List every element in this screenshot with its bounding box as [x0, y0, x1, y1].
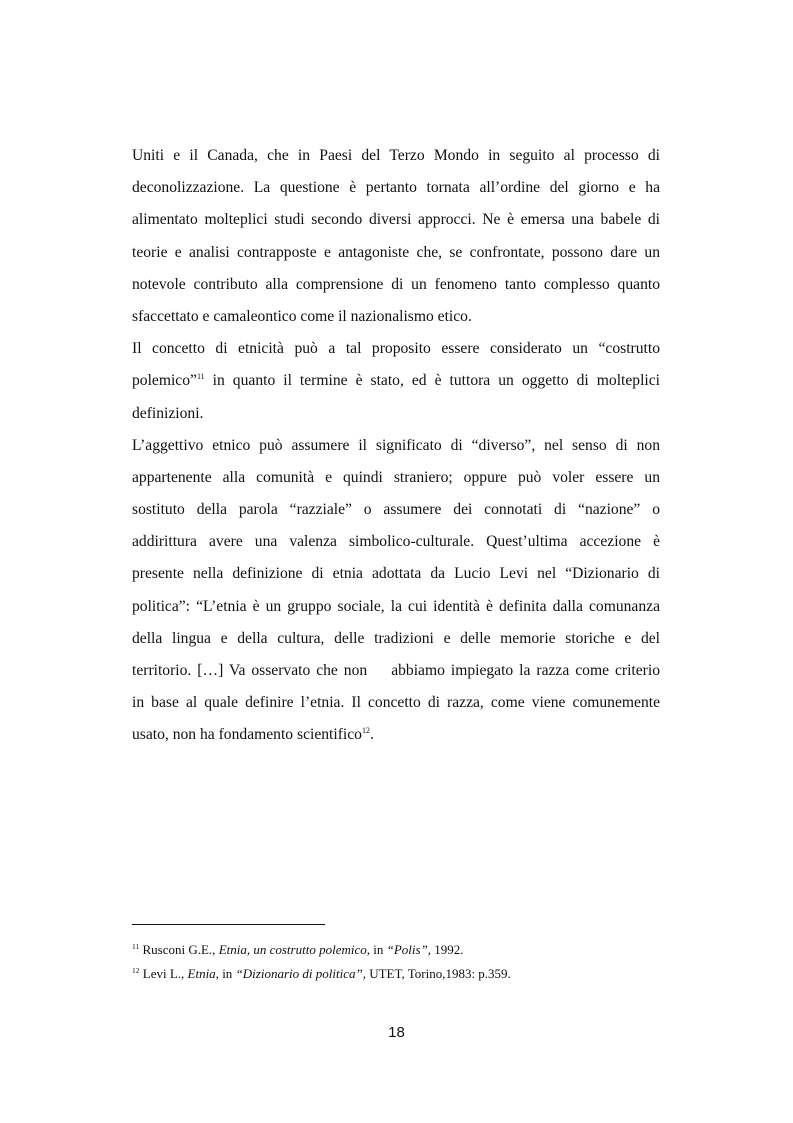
text-line: della lingua e della cultura, delle tradizioni e delle memorie storiche e del — [132, 629, 660, 647]
footnote-in: in — [369, 942, 387, 957]
text-line: notevole contributo alla comprensione di un fenomeno tanto complesso quanto — [132, 275, 660, 293]
footnote-number: 12 — [132, 966, 140, 975]
text-fragment: . — [369, 726, 374, 744]
footnote-ref-11: 11 — [196, 372, 205, 382]
footnotes — [132, 938, 692, 986]
text-line-with-footnote-ref — [132, 365, 660, 397]
footnote-title: Etnia, — [187, 966, 219, 981]
text-line: Uniti e il Canada, che in Paesi del Terzo Mondo in seguito al processo di — [132, 147, 660, 164]
text-line: definizioni. — [132, 404, 204, 422]
text-line: in base al quale definire l’etnia. Il concetto di razza, come viene comunemente — [132, 694, 660, 712]
text-line: Il concetto di etnicità può a tal proposito essere considerato un “costrutto — [132, 340, 660, 358]
footnote-ref-12: 12 — [361, 726, 370, 736]
text-line: addirittura avere una valenza simbolico-culturale. Quest’ultima accezione è — [132, 533, 660, 551]
text-fragment: polemico” — [132, 372, 197, 390]
text-line: presente nella definizione di etnia adottata da Lucio Levi nel “Dizionario di — [132, 565, 660, 583]
text-line-with-gap — [132, 655, 660, 687]
footnote-rest: , UTET, Torino,1983: p.359. — [362, 966, 511, 981]
text-line: deconolizzazione. La questione è pertanto tornata all’ordine del giorno e ha — [132, 179, 660, 197]
text-line: L’aggettivo etnico può assumere il significato di “diverso”, nel senso di non — [132, 436, 660, 454]
footnote-author: Rusconi G.E., — [142, 942, 219, 957]
text-line: teorie e analisi contrapposte e antagoniste che, se confrontate, possono dare un — [132, 243, 660, 261]
footnote-11 — [132, 938, 692, 962]
footnote-in: in — [218, 966, 236, 981]
footnote-rest: , 1992. — [427, 942, 464, 957]
footnote-title: Etnia, un costrutto polemico, — [218, 942, 370, 957]
text-line: appartenente alla comunità e quindi straniero; oppure può voler essere un — [132, 468, 660, 486]
text-fragment: territorio. […] Va osservato che non — [132, 662, 368, 679]
footnote-number: 11 — [132, 942, 140, 951]
text-line: politica”: “L’etnia è un gruppo sociale, la cui identità è definita dalla comunanza — [132, 597, 660, 615]
footnote-source: “Dizionario di politica” — [235, 966, 363, 981]
footnote-author: Levi L., — [142, 966, 188, 981]
text-fragment: abbiamo impiegato la razza come criterio — [391, 662, 660, 679]
text-fragment: in quanto il termine è stato, ed è tuttora un oggetto di molteplici — [204, 372, 660, 390]
text-fragment: usato, non ha fondamento scientifico — [132, 726, 362, 744]
text-line: sostituto della parola “razziale” o assumere dei connotati di “nazione” o — [132, 501, 660, 519]
footnote-12 — [132, 962, 692, 986]
footnote-separator — [132, 924, 325, 925]
body-text — [132, 140, 660, 752]
text-line: alimentato molteplici studi secondo diversi approcci. Ne è emersa una babele di — [132, 211, 660, 229]
text-line: sfaccettato e camaleontico come il nazionalismo etico. — [132, 307, 472, 325]
footnote-source: “Polis” — [386, 942, 428, 957]
text-line-with-footnote-ref — [132, 719, 660, 751]
page-number: 18 — [388, 1024, 405, 1041]
